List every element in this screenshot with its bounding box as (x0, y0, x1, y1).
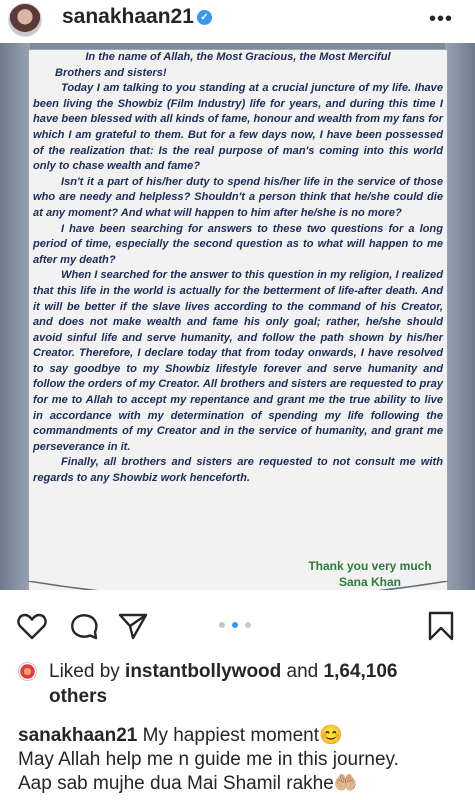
liker-username[interactable]: instantbollywood (125, 661, 282, 682)
signature-name: Sana Khan (338, 575, 401, 589)
likes-others-label: others (49, 686, 108, 707)
carousel-dot-active (232, 622, 238, 628)
username[interactable]: sanakhaan21 (62, 5, 194, 28)
caption-line: Aap sab mujhe dua Mai Shamil rakhe🤲🏼 (18, 773, 358, 794)
bookmark-icon[interactable] (425, 610, 457, 642)
letter-paragraph: Today I am talking to you standing at a crucial juncture of my life. Ihave been living the Showbiz (Film Industry) life for years, and during this time I have been blessed with all kinds of fame, honour and wealth from my fans for which I am grateful to them. But for a few days now, I have been possessed of the realization that: Is the real purpose of man's coming into this world only to chase wealth and fame? (33, 82, 443, 173)
avatar[interactable] (8, 3, 42, 37)
likes-text (49, 659, 459, 684)
signature-thanks: Thank you very much (308, 559, 432, 573)
letter-paragraph: When I searched for the answer to this question in my religion, I realized that this life in the world is actually for the betterment of life-after death. And it will be better if the slave lives according to the command of his Creator, and does not make wealth and fame his only goal; rather, he/she should avoid sinful life and serve humanity, and follow the path shown by his/her Creator. Therefore, I declare today that from today onwards, I have resolved to say goodbye to my Showbiz lifestyle forever and serve humanity and follow the orders of my Creator. All brothers and sisters are requested to pray for me to Allah to accept my repentance and grant me the true ability to live in accordance with my determination of spending my life following the commandments of my Creator and in the service of humanity, and grant me perseverance in it. (33, 269, 443, 453)
comment-icon[interactable] (68, 610, 100, 642)
carousel-dot (245, 622, 251, 628)
post-header (0, 0, 475, 38)
letter-paragraph: Isn't it a part of his/her duty to spend his/her life in the service of those who are needy and helpless? Shouldn't a person think that he/she could die at any moment? And what will happen to him after he/she is no more? (33, 175, 443, 219)
post-background-left (0, 43, 30, 590)
caption (18, 724, 468, 796)
likes-prefix: Liked by (49, 661, 126, 682)
letter-paragraph: I have been searching for answers to these two questions for a long period of time, especially the second question as to what will happen to me after my death? (33, 222, 443, 266)
liker-avatar[interactable] (18, 662, 37, 681)
letter-greeting: Brothers and sisters! (55, 66, 167, 79)
caption-line (18, 724, 468, 748)
letter-text (33, 50, 443, 487)
post-image[interactable] (0, 43, 475, 590)
more-icon[interactable]: ••• (428, 8, 453, 30)
post-background-right (445, 43, 475, 590)
letter-paragraph: Finally, all brothers and sisters are requested to not consult me with regards to any Showbiz work henceforth. (33, 456, 443, 485)
heart-icon[interactable] (16, 610, 48, 642)
carousel-dot (219, 622, 225, 628)
likes-others[interactable] (49, 684, 107, 709)
caption-line: May Allah help me n guide me in this journey. (18, 749, 399, 770)
caption-text: My happiest moment😊 (137, 725, 343, 746)
verified-icon: ✓ (197, 10, 212, 25)
send-icon[interactable] (117, 610, 149, 642)
carousel-indicator (219, 622, 259, 630)
letter-opening: In the name of Allah, the Most Gracious, the Most Merciful (85, 51, 391, 63)
likes-count[interactable]: 1,64,106 (323, 661, 398, 682)
likes-middle: and (281, 661, 324, 682)
frame-decoration (28, 581, 448, 590)
caption-username[interactable]: sanakhaan21 (18, 725, 138, 746)
